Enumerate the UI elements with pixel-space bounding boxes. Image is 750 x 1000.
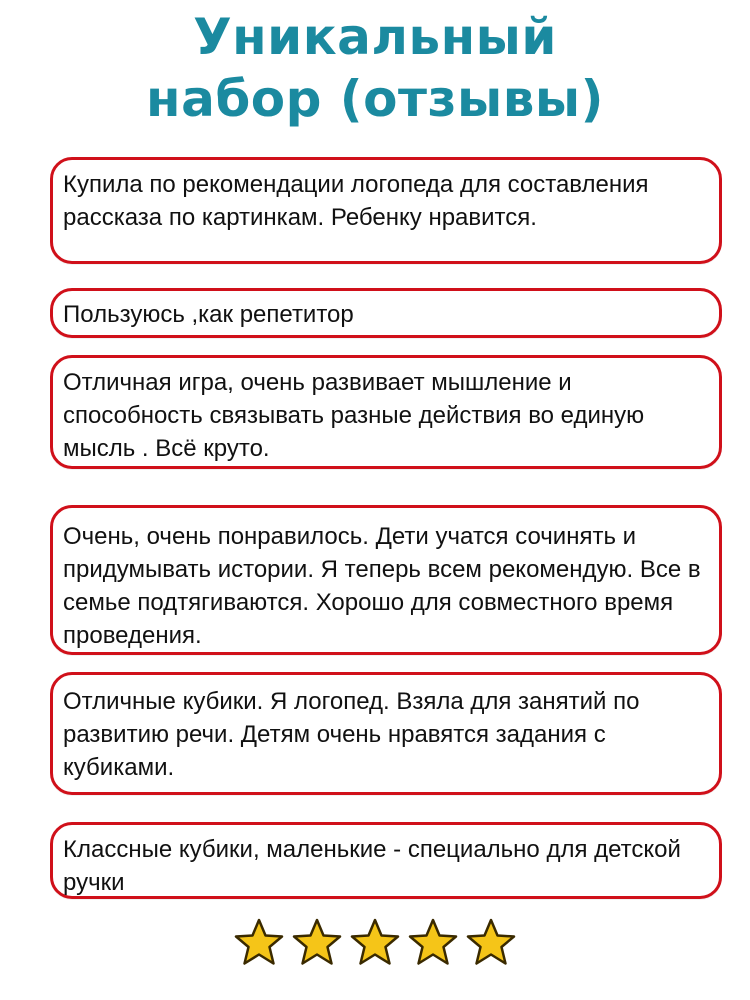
title-line-2: набор (отзывы) [146,70,604,128]
page-title [0,6,750,130]
review-text: Пользуюсь ,как репетитор [63,301,354,328]
star-icon [233,917,285,967]
star-rating [0,917,750,967]
review-text: Классные кубики, маленькие - специально для детской ручки [63,836,681,896]
review-card-4 [50,505,722,655]
review-text: Отличная игра, очень развивает мышление и способность связывать разные действия во единую мысль . Всё круто. [63,369,645,462]
review-card-3 [50,355,722,469]
review-text: Отличные кубики. Я логопед. Взяла для занятий по развитию речи. Детям очень нравятся задания с кубиками. [63,688,640,781]
review-card-2 [50,288,722,338]
review-card-1 [50,157,722,264]
review-card-6 [50,822,722,899]
review-text: Купила по рекомендации логопеда для составления рассказа по картинкам. Ребенку нравится. [63,171,649,231]
star-icon [291,917,343,967]
review-text: Очень, очень понравилось. Дети учатся сочинять и придумывать истории. Я теперь всем рекомендую. Все в семье подтягиваются. Хорошо для совместного время проведения. [63,523,701,649]
star-icon [465,917,517,967]
star-icon [349,917,401,967]
review-card-5 [50,672,722,795]
star-icon [407,917,459,967]
title-line-1: Уникальный [193,8,557,66]
